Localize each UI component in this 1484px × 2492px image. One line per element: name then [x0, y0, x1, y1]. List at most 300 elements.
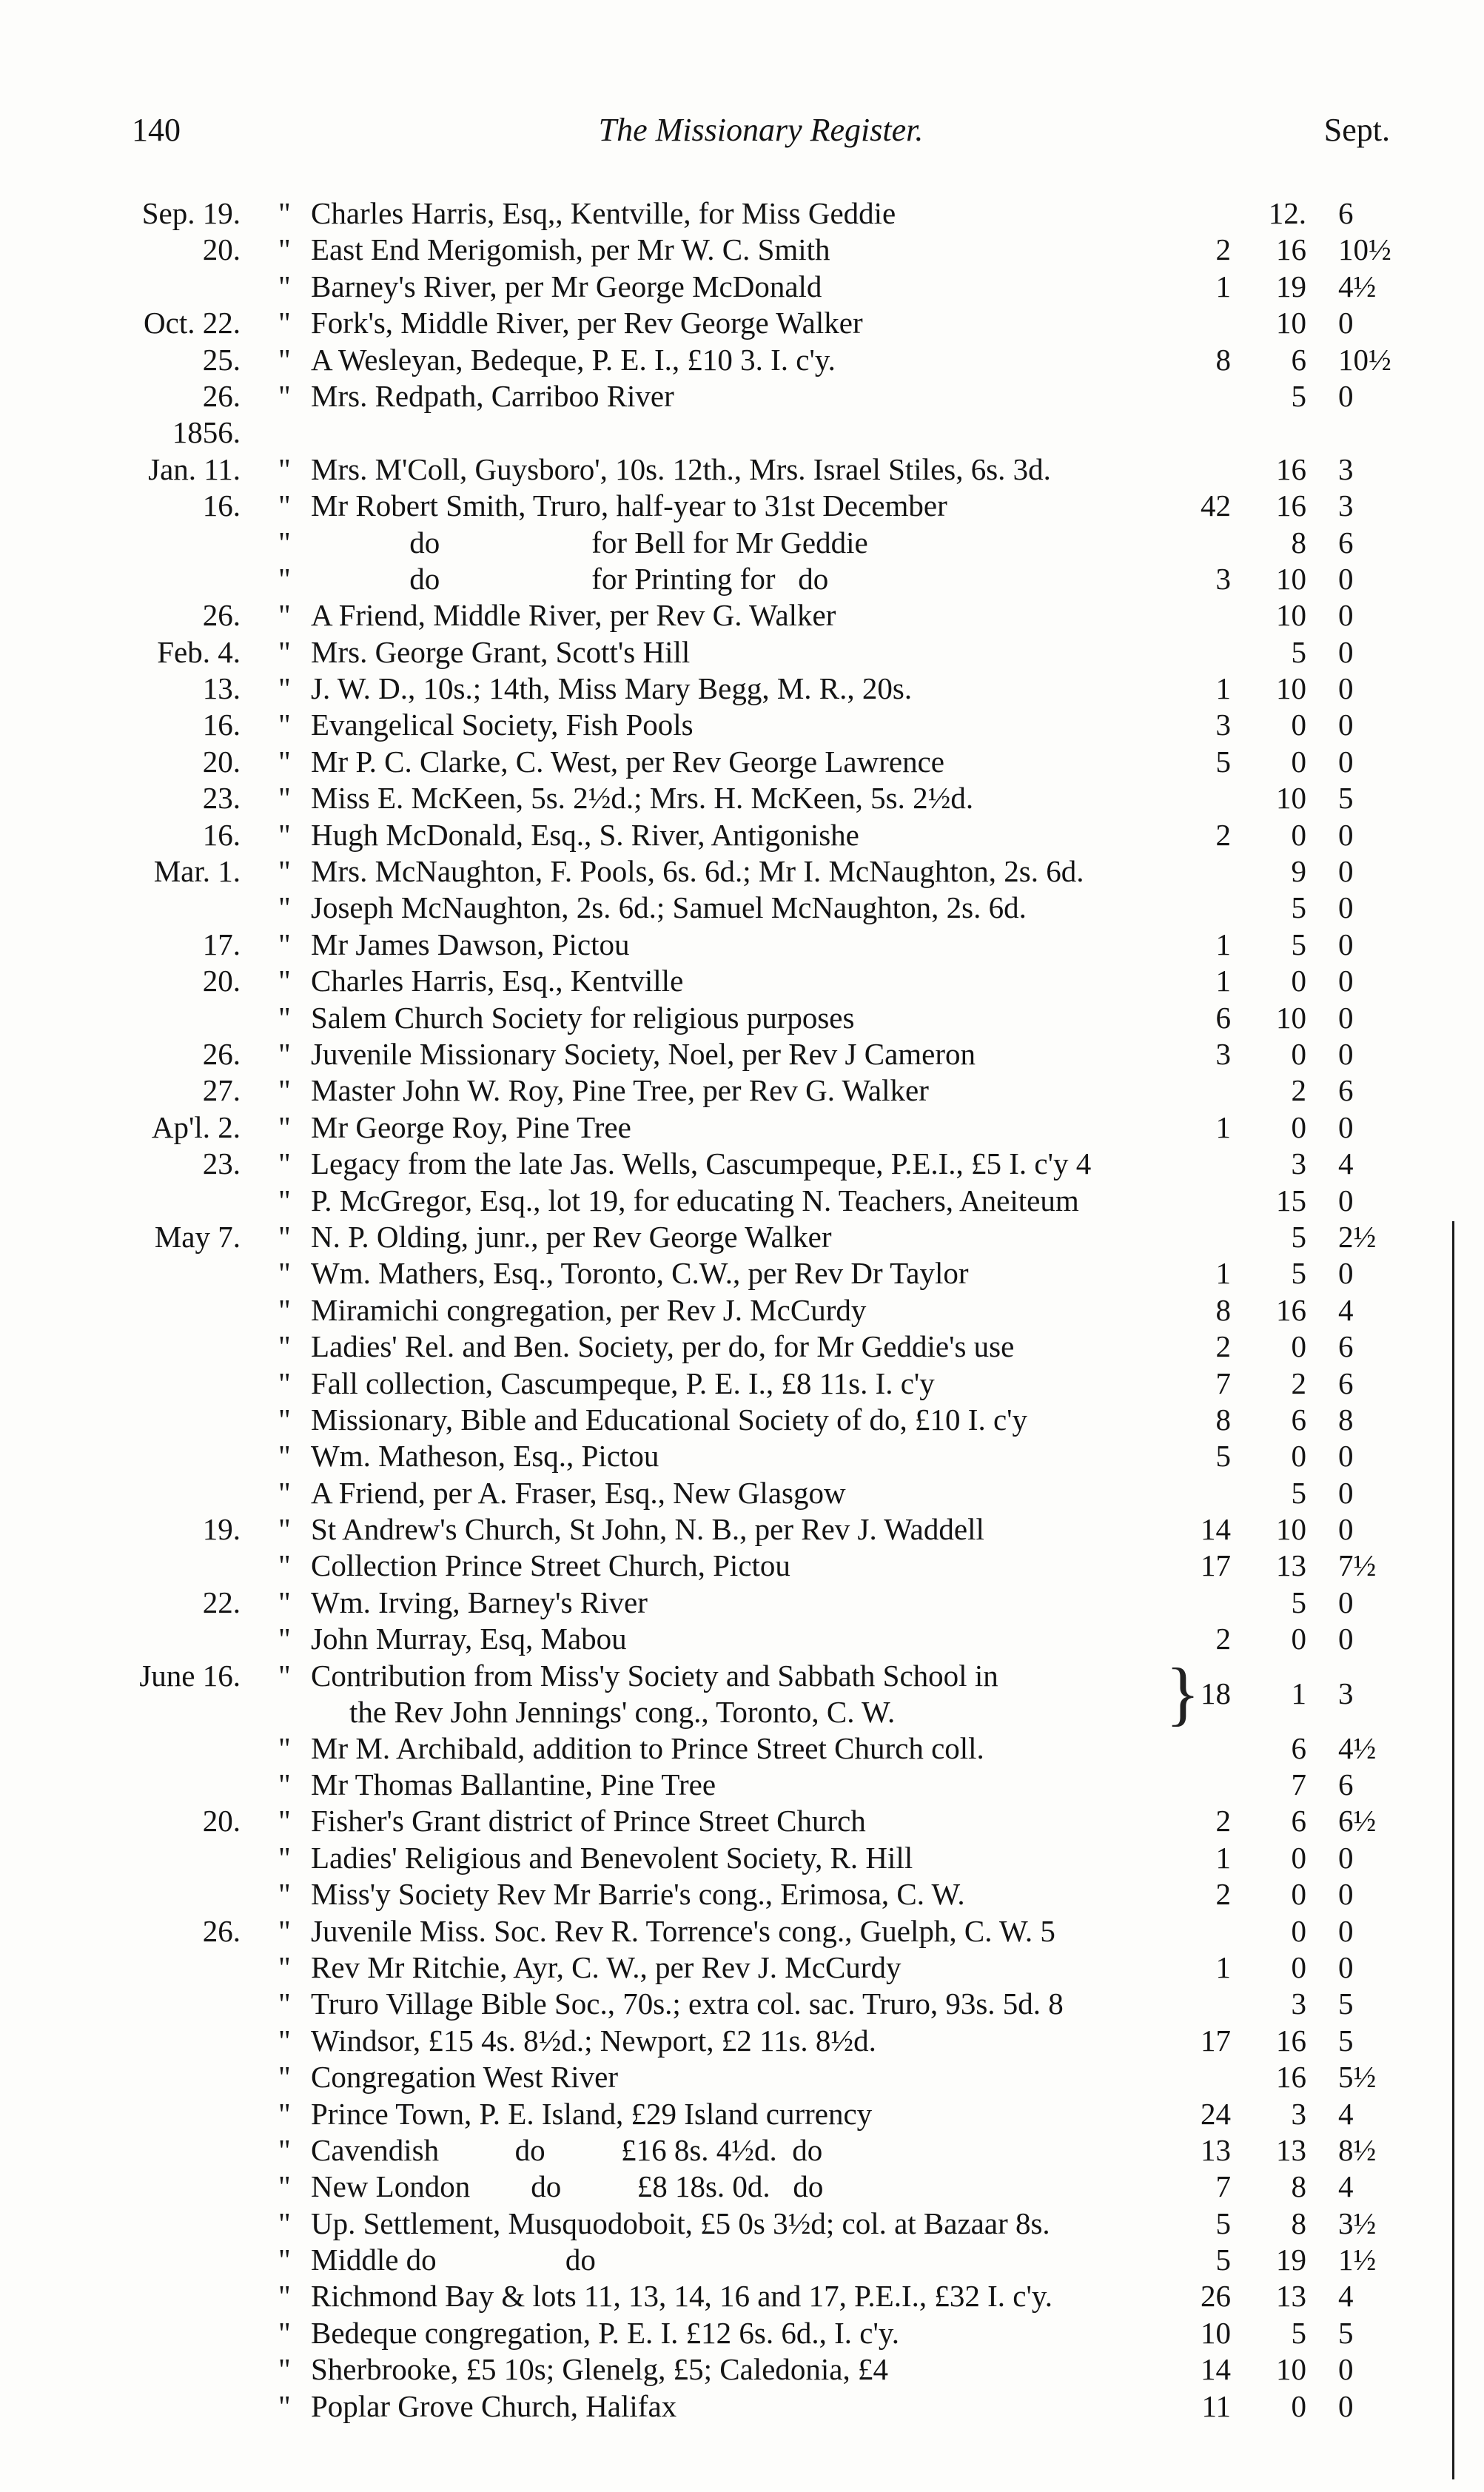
amount-shillings: 6: [1291, 1402, 1306, 1437]
ditto-mark: ": [278, 2169, 291, 2204]
entry-description: [311, 1803, 866, 1839]
description-line: Truro Village Bible Soc., 70s.; extra col. sac. Truro, 93s. 5d. 8: [311, 1986, 1064, 2021]
description-line: Cavendish do £16 8s. 4½d. do: [311, 2132, 823, 2167]
amount-pounds: 2: [1215, 1329, 1231, 1364]
ditto-mark: ": [278, 2060, 291, 2095]
entry-description: [311, 1438, 659, 1474]
entry-description: [311, 671, 912, 707]
amount-shillings: 0: [1291, 1840, 1306, 1875]
ditto-mark: ": [278, 1183, 291, 1218]
description-line: Missionary, Bible and Educational Society of do, £10 I. c'y: [311, 1402, 1028, 1437]
amount-pence: 0: [1338, 1109, 1354, 1144]
amount-pence: 4: [1338, 2096, 1354, 2131]
amount-pounds: 1: [1215, 1840, 1231, 1875]
amount-pence: 4: [1338, 1146, 1354, 1181]
description-line: Wm. Matheson, Esq., Pictou: [311, 1439, 659, 1474]
ledger-row: [0, 451, 1484, 488]
entry-date: 23.: [202, 1146, 241, 1181]
ditto-mark: ": [278, 306, 291, 340]
amount-shillings: 6: [1291, 1730, 1306, 1765]
entry-description: [311, 1767, 716, 1803]
amount-pence: 5½: [1338, 2060, 1377, 2095]
ledger-row: [0, 1949, 1484, 1986]
amount-pounds: 1: [1215, 1256, 1231, 1291]
ledger-row: [0, 2351, 1484, 2388]
ditto-mark: ": [278, 854, 291, 889]
ledger-row: [0, 1183, 1484, 1219]
ditto-mark: ": [278, 1986, 291, 2021]
ledger-row: [0, 1072, 1484, 1109]
ditto-mark: ": [278, 1804, 291, 1838]
amount-shillings: 9: [1291, 854, 1306, 889]
amount-pence: 0: [1338, 1000, 1354, 1035]
entry-description: [311, 232, 830, 268]
ditto-mark: ": [278, 342, 291, 377]
amount-shillings: 0: [1291, 1877, 1306, 1912]
entry-description: [311, 1402, 1027, 1438]
ditto-mark: ": [278, 1000, 291, 1035]
entry-description: [311, 1109, 631, 1146]
amount-pounds: 18: [1201, 1676, 1231, 1710]
ditto-mark: ": [278, 2279, 291, 2314]
amount-pounds: 1: [1215, 1109, 1231, 1144]
ditto-mark: ": [278, 2132, 291, 2167]
ledger-row: [0, 671, 1484, 707]
amount-pounds: 2: [1215, 817, 1231, 852]
amount-pence: 8: [1338, 1402, 1354, 1437]
entry-description: [311, 2132, 822, 2169]
description-line: Wm. Irving, Barney's River: [311, 1585, 648, 1619]
amount-pounds: 13: [1201, 2132, 1231, 2167]
entry-description: [311, 634, 690, 671]
amount-pence: 4: [1338, 2169, 1354, 2204]
amount-pounds: 26: [1201, 2279, 1231, 2314]
description-line: A Friend, Middle River, per Rev G. Walker: [311, 598, 836, 633]
ditto-mark: ": [278, 1730, 291, 1765]
ledger-row: [0, 305, 1484, 341]
entry-description: [311, 2315, 899, 2351]
page-edge-rule: [1452, 1221, 1454, 2479]
amount-shillings: 7: [1291, 1767, 1306, 1802]
amount-shillings: 16: [1276, 451, 1306, 486]
ledger-row: [0, 2388, 1484, 2425]
ditto-mark: ": [278, 1548, 291, 1583]
description-line: Mrs. Redpath, Carriboo River: [311, 378, 674, 413]
description-line: Collection Prince Street Church, Pictou: [311, 1548, 790, 1583]
entry-description: [311, 1000, 854, 1036]
ledger-row: [0, 195, 1484, 232]
ditto-mark: ": [278, 598, 291, 633]
description-line: Middle do do: [311, 2243, 596, 2277]
ledger-row: [0, 1219, 1484, 1255]
amount-shillings: 6: [1291, 342, 1306, 377]
ditto-mark: ": [278, 964, 291, 998]
ledger-row: [0, 744, 1484, 780]
ditto-mark: ": [278, 1512, 291, 1547]
ditto-mark: ": [278, 890, 291, 925]
amount-pounds: 24: [1201, 2096, 1231, 2131]
ledger-row: [0, 963, 1484, 999]
amount-pounds: 7: [1215, 2169, 1231, 2204]
entry-description: [311, 1913, 1055, 1949]
amount-shillings: 3: [1291, 1986, 1306, 2021]
entry-description: [311, 195, 896, 232]
entry-date: 17.: [202, 927, 241, 961]
entry-date: 13.: [202, 671, 241, 706]
amount-shillings: 13: [1276, 2279, 1306, 2314]
amount-pounds: 6: [1215, 1000, 1231, 1035]
ledger-row: [0, 1730, 1484, 1767]
amount-shillings: 0: [1291, 1949, 1306, 1984]
description-line: Prince Town, P. E. Island, £29 Island currency: [311, 2096, 873, 2131]
entry-description: [311, 2096, 872, 2132]
ditto-mark: ": [278, 2315, 291, 2350]
description-line: Salem Church Society for religious purposes: [311, 1000, 855, 1035]
amount-pounds: 17: [1201, 2023, 1231, 2058]
amount-shillings: 13: [1276, 1548, 1306, 1583]
ledger-row: [0, 2096, 1484, 2132]
entry-description: [311, 1585, 648, 1621]
amount-pounds: 17: [1201, 1548, 1231, 1583]
amount-pence: 5: [1338, 2315, 1354, 2350]
entry-date: 16.: [202, 817, 241, 852]
amount-pounds: 3: [1215, 1036, 1231, 1071]
entry-date: 26.: [202, 1913, 241, 1948]
description-line: Fall collection, Cascumpeque, P. E. I., £8 11s. I. c'y: [311, 1366, 935, 1400]
ledger-row: [0, 853, 1484, 890]
amount-pence: 10½: [1338, 232, 1391, 267]
ledger-row: [0, 927, 1484, 963]
description-line: Wm. Mathers, Esq., Toronto, C.W., per Rev Dr Taylor: [311, 1256, 969, 1291]
amount-pounds: 5: [1215, 744, 1231, 779]
amount-pence: 5: [1338, 1986, 1354, 2021]
amount-pence: 0: [1338, 854, 1354, 889]
amount-shillings: 0: [1291, 1913, 1306, 1948]
ledger-row: [0, 1548, 1484, 1584]
ledger-row: [0, 2278, 1484, 2314]
entry-date: 20.: [202, 1804, 241, 1838]
amount-pence: 4½: [1338, 269, 1377, 303]
ledger-row: [0, 1402, 1484, 1438]
entry-date: 26.: [202, 378, 241, 413]
entry-date: 20.: [202, 964, 241, 998]
entry-description: [311, 1366, 935, 1402]
description-line: Hugh McDonald, Esq., S. River, Antigonishe: [311, 817, 859, 852]
entry-description: [311, 1730, 984, 1767]
amount-pounds: 5: [1215, 1439, 1231, 1474]
amount-pence: 0: [1338, 817, 1354, 852]
ledger-row: [0, 890, 1484, 926]
ledger-row: [0, 707, 1484, 743]
ledger-row: [0, 232, 1484, 268]
entry-description: [311, 1475, 846, 1511]
ledger-row: [0, 269, 1484, 305]
entry-date: Ap'l. 2.: [151, 1109, 241, 1144]
entry-description: [311, 1876, 965, 1912]
ditto-mark: ": [278, 1840, 291, 1875]
ledger-row: [0, 634, 1484, 671]
ditto-mark: ": [278, 1402, 291, 1437]
description-line: P. McGregor, Esq., lot 19, for educating N. Teachers, Aneiteum: [311, 1183, 1079, 1218]
entry-description: [311, 2388, 676, 2425]
amount-pence: 5: [1338, 2023, 1354, 2058]
amount-pence: 0: [1338, 1256, 1354, 1291]
entry-date: Mar. 1.: [153, 854, 241, 889]
ditto-mark: ": [278, 708, 291, 742]
entry-description: [311, 1621, 627, 1657]
amount-pence: 0: [1338, 1913, 1354, 1948]
amount-shillings: 16: [1276, 2023, 1306, 2058]
ledger-row: [0, 1653, 1484, 1733]
ledger-row: [0, 1511, 1484, 1548]
amount-pence: 2½: [1338, 1219, 1377, 1254]
amount-shillings: 5: [1291, 1219, 1306, 1254]
amount-pence: 0: [1338, 964, 1354, 998]
ledger-row: [0, 378, 1484, 414]
amount-shillings: 8: [1291, 2206, 1306, 2240]
entry-date: 16.: [202, 708, 241, 742]
amount-pence: 0: [1338, 1877, 1354, 1912]
entry-description: [311, 2278, 1052, 2314]
amount-pence: 0: [1338, 744, 1354, 779]
amount-pence: 6: [1338, 1073, 1354, 1108]
entry-description: [311, 707, 694, 743]
amount-shillings: 3: [1291, 1146, 1306, 1181]
description-line: East End Merigomish, per Mr W. C. Smith: [311, 232, 830, 267]
amount-pence: 0: [1338, 378, 1354, 413]
amount-shillings: 3: [1291, 2096, 1306, 2131]
amount-shillings: 5: [1291, 927, 1306, 961]
amount-pence: 5: [1338, 781, 1354, 816]
amount-pence: 4: [1338, 2279, 1354, 2314]
amount-pounds: 7: [1215, 1366, 1231, 1400]
ditto-mark: ": [278, 2023, 291, 2058]
ditto-mark: ": [278, 1622, 291, 1656]
description-line: A Wesleyan, Bedeque, P. E. I., £10 3. I. c'y.: [311, 342, 836, 377]
entry-description: [311, 817, 859, 853]
entry-description: [311, 305, 863, 341]
ledger-row: [0, 2315, 1484, 2351]
amount-pounds: 42: [1201, 488, 1231, 523]
description-line: Mr M. Archibald, addition to Prince Street Church coll.: [311, 1730, 984, 1765]
entry-date: 22.: [202, 1585, 241, 1619]
entry-date: Feb. 4.: [157, 634, 241, 669]
ledger-row: [0, 2206, 1484, 2242]
amount-pence: 0: [1338, 1840, 1354, 1875]
ledger-row: [0, 1986, 1484, 2022]
ledger-row: [0, 2132, 1484, 2169]
description-line: do for Printing for do: [311, 561, 829, 596]
amount-shillings: 0: [1291, 964, 1306, 998]
amount-pounds: 2: [1215, 1804, 1231, 1838]
amount-pence: 3: [1338, 451, 1354, 486]
entry-description: [311, 597, 836, 634]
description-line: Rev Mr Ritchie, Ayr, C. W., per Rev J. McCurdy: [311, 1949, 902, 1984]
ledger-row: [0, 2059, 1484, 2095]
ditto-mark: ": [278, 2352, 291, 2387]
description-line: Ladies' Religious and Benevolent Society, R. Hill: [311, 1840, 913, 1875]
amount-shillings: 2: [1291, 1366, 1306, 1400]
description-line: Miss E. McKeen, 5s. 2½d.; Mrs. H. McKeen, 5s. 2½d.: [311, 781, 974, 816]
description-line: Master John W. Roy, Pine Tree, per Rev G. Walker: [311, 1073, 929, 1108]
ledger-row: [0, 817, 1484, 853]
entry-description: [311, 2351, 888, 2388]
description-line: John Murray, Esq, Mabou: [311, 1622, 627, 1656]
entry-date: May 7.: [154, 1219, 241, 1254]
entry-description: [311, 927, 629, 963]
amount-pence: 6: [1338, 1366, 1354, 1400]
amount-shillings: 0: [1291, 744, 1306, 779]
amount-pounds: 8: [1215, 1292, 1231, 1327]
amount-pence: 0: [1338, 927, 1354, 961]
amount-shillings: 10: [1276, 1512, 1306, 1547]
description-line: J. W. D., 10s.; 14th, Miss Mary Begg, M. R., 20s.: [311, 671, 913, 706]
description-line: Juvenile Miss. Soc. Rev R. Torrence's cong., Guelph, C. W. 5: [311, 1913, 1055, 1948]
entry-description: [311, 561, 828, 597]
description-line: Mr James Dawson, Pictou: [311, 927, 630, 961]
ditto-mark: ": [278, 1366, 291, 1400]
amount-shillings: 0: [1291, 1439, 1306, 1474]
entry-description: [311, 1183, 1079, 1219]
entry-description: [311, 1219, 831, 1255]
amount-pounds: 14: [1201, 2352, 1231, 2387]
entry-date: 23.: [202, 781, 241, 816]
amount-shillings: 0: [1291, 2388, 1306, 2423]
description-line: Richmond Bay & lots 11, 13, 14, 16 and 17, P.E.I., £32 I. c'y.: [311, 2279, 1052, 2314]
entry-date: Oct. 22.: [144, 306, 241, 340]
amount-pounds: 1: [1215, 269, 1231, 303]
amount-shillings: 5: [1291, 1256, 1306, 1291]
description-line: Joseph McNaughton, 2s. 6d.; Samuel McNaughton, 2s. 6d.: [311, 890, 1027, 925]
description-line: Mrs. M'Coll, Guysboro', 10s. 12th., Mrs. Israel Stiles, 6s. 3d.: [311, 451, 1051, 486]
description-line: do for Bell for Mr Geddie: [311, 525, 868, 560]
description-line: St Andrew's Church, St John, N. B., per Rev J. Waddell: [311, 1512, 984, 1547]
amount-pence: 7½: [1338, 1548, 1377, 1583]
ledger-row: [0, 2023, 1484, 2059]
ledger-row: [0, 780, 1484, 816]
amount-shillings: 13: [1276, 2132, 1306, 2167]
amount-pence: 0: [1338, 2388, 1354, 2423]
ditto-mark: ": [278, 2206, 291, 2240]
entry-date: 20.: [202, 232, 241, 267]
description-line: Barney's River, per Mr George McDonald: [311, 269, 822, 303]
entry-description: [311, 890, 1027, 926]
ditto-mark: ": [278, 196, 291, 230]
entry-description: [311, 1072, 929, 1109]
entry-date: 25.: [202, 342, 241, 377]
amount-pence: 3: [1338, 488, 1354, 523]
entry-description: [311, 269, 822, 305]
ditto-mark: ": [278, 232, 291, 267]
amount-pounds: 1: [1215, 671, 1231, 706]
page-number: 140: [132, 112, 181, 148]
entry-description: [311, 1986, 1064, 2022]
amount-shillings: 5: [1291, 1585, 1306, 1619]
ledger-row: [0, 1329, 1484, 1365]
ledger-row: [0, 561, 1484, 597]
ditto-mark: ": [278, 2243, 291, 2277]
amount-shillings: 0: [1291, 817, 1306, 852]
ledger-row: [0, 1109, 1484, 1146]
amount-pence: 0: [1338, 1585, 1354, 1619]
description-line: Poplar Grove Church, Halifax: [311, 2388, 677, 2423]
amount-pence: 8½: [1338, 2132, 1377, 2167]
ditto-mark: ": [278, 1329, 291, 1364]
description-line: Bedeque congregation, P. E. I. £12 6s. 6d., I. c'y.: [311, 2315, 899, 2350]
entry-date: 16.: [202, 488, 241, 523]
ledger-row: [0, 1255, 1484, 1292]
ditto-mark: ": [278, 634, 291, 669]
amount-pounds: 2: [1215, 1877, 1231, 1912]
ditto-mark: ": [278, 1767, 291, 1802]
entry-date: 26.: [202, 1036, 241, 1071]
ledger-row: [0, 525, 1484, 561]
description-line: Ladies' Rel. and Ben. Society, per do, for Mr Geddie's use: [311, 1329, 1015, 1364]
entry-date: Sep. 19.: [141, 196, 241, 230]
ledger-row: [0, 1803, 1484, 1839]
ditto-mark: ": [278, 2096, 291, 2131]
ledger-row: [0, 1767, 1484, 1803]
amount-pounds: 1: [1215, 964, 1231, 998]
ledger-row: [0, 1621, 1484, 1657]
amount-shillings: 8: [1291, 525, 1306, 560]
ditto-mark: ": [278, 817, 291, 852]
entry-description: [311, 2059, 618, 2095]
amount-shillings: 0: [1291, 708, 1306, 742]
entry-description: [311, 744, 944, 780]
entry-description: [311, 963, 683, 999]
description-line: Mr Thomas Ballantine, Pine Tree: [311, 1767, 716, 1802]
amount-pence: 6: [1338, 196, 1354, 230]
amount-shillings: 0: [1291, 1622, 1306, 1656]
amount-pence: 0: [1338, 306, 1354, 340]
description-line: N. P. Olding, junr., per Rev George Walker: [311, 1219, 832, 1254]
amount-pounds: 5: [1215, 2243, 1231, 2277]
ditto-mark: ": [278, 378, 291, 413]
amount-pence: 0: [1338, 1622, 1354, 1656]
description-line: Congregation West River: [311, 2060, 618, 2095]
ditto-mark: ": [278, 1256, 291, 1291]
running-title: The Missionary Register.: [598, 112, 924, 148]
amount-pence: 0: [1338, 1475, 1354, 1510]
amount-pounds: 1: [1215, 1949, 1231, 1984]
amount-shillings: 0: [1291, 1036, 1306, 1071]
amount-shillings: 10: [1276, 1000, 1306, 1035]
description-line: Mr George Roy, Pine Tree: [311, 1109, 631, 1144]
amount-pence: 0: [1338, 708, 1354, 742]
entry-description: [311, 1255, 969, 1292]
amount-pence: 3½: [1338, 2206, 1377, 2240]
ledger-row: [0, 1840, 1484, 1876]
amount-shillings: 10: [1276, 598, 1306, 633]
entry-description: [311, 1511, 984, 1548]
description-line: Miss'y Society Rev Mr Barrie's cong., Erimosa, C. W.: [311, 1877, 965, 1912]
amount-pence: 0: [1338, 2352, 1354, 2387]
ditto-mark: ": [278, 671, 291, 706]
amount-pence: 3: [1338, 1676, 1354, 1710]
entry-date: 20.: [202, 744, 241, 779]
amount-shillings: 10: [1276, 671, 1306, 706]
ditto-mark: ": [278, 488, 291, 523]
brace-mark: }: [1166, 1653, 1201, 1733]
ledger-row: [0, 488, 1484, 524]
description-line: Mr P. C. Clarke, C. West, per Rev George Lawrence: [311, 744, 944, 779]
ditto-mark: ": [278, 927, 291, 961]
entry-description: [311, 1036, 976, 1072]
entry-description: [311, 1329, 1014, 1365]
ledger-row: [0, 342, 1484, 378]
ditto-mark: ": [278, 1219, 291, 1254]
